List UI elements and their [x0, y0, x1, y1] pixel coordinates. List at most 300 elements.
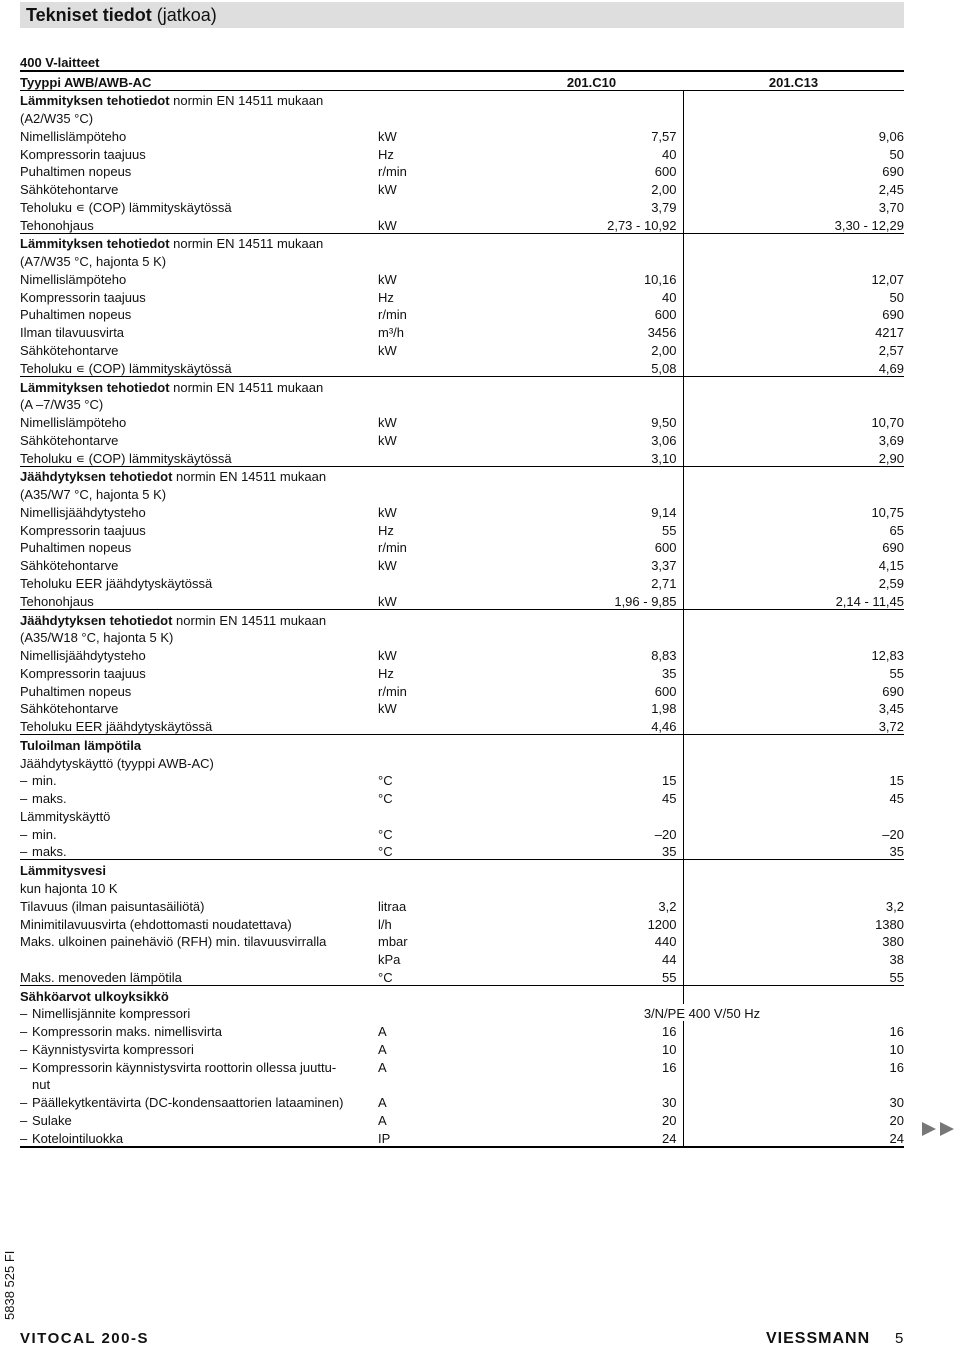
- table-row: [20, 1021, 904, 1039]
- dash-bullet: –: [20, 1006, 28, 1022]
- table-row: [20, 215, 904, 233]
- value-cell: [500, 985, 683, 1003]
- table-row: [20, 197, 904, 215]
- table-row: [20, 1092, 904, 1110]
- section-title: Sähköarvot ulkoyksikkö: [20, 985, 378, 1003]
- value-cell-c13: 2,59: [878, 575, 904, 591]
- value-cell-c13: 1380: [875, 916, 904, 932]
- value-cell-c10: 600: [500, 681, 683, 699]
- value-cell: [683, 395, 904, 413]
- section-title-row: [20, 233, 904, 251]
- unit-cell: A: [378, 1024, 387, 1040]
- row-label: [20, 1075, 378, 1093]
- value-cell-c13: 10: [889, 1041, 904, 1057]
- row-label: [20, 322, 378, 340]
- value-cell: [500, 90, 683, 108]
- unit-cell: [378, 878, 500, 896]
- unit-cell: °C: [378, 826, 393, 842]
- value-cell: [683, 628, 904, 646]
- value-cell-c10: 10,16: [500, 269, 683, 287]
- row-label-text: Nimellislämpöteho: [20, 415, 127, 431]
- value-cell: [500, 484, 683, 502]
- table-row: [20, 716, 904, 734]
- value-cell-c10: 3,10: [500, 448, 683, 466]
- unit-cell: A: [378, 1112, 387, 1128]
- row-label-text: Käynnistysvirta kompressori: [32, 1041, 194, 1057]
- row-label: [20, 287, 378, 305]
- table-row: [20, 538, 904, 556]
- row-label-text: Sulake: [32, 1112, 72, 1128]
- value-cell-c13: 38: [889, 952, 904, 968]
- unit-cell: [378, 573, 500, 591]
- value-cell-c10: 45: [500, 788, 683, 806]
- unit-cell: °C: [378, 791, 393, 807]
- unit-cell: kPa: [378, 952, 401, 968]
- row-label-text: Nimellisjännite kompressori: [32, 1006, 191, 1022]
- row-label-text: Sähkötehontarve: [20, 343, 119, 359]
- value-cell-c13: 3,69: [878, 432, 904, 448]
- section-title: Lämmityksen tehotiedot normin EN 14511 mukaan: [20, 90, 378, 108]
- unit-cell: kW: [378, 217, 397, 233]
- value-cell-c13: –20: [882, 826, 904, 842]
- value-cell: [500, 466, 683, 484]
- dash-bullet: –: [20, 1059, 28, 1075]
- row-label: [20, 1004, 378, 1022]
- value-cell-c13: 15: [889, 773, 904, 789]
- value-cell-c13: 30: [889, 1095, 904, 1111]
- unit-cell: [378, 806, 500, 824]
- value-cell: [683, 1075, 904, 1093]
- value-cell-c10: 2,00: [500, 179, 683, 197]
- value-cell-c13: 50: [889, 146, 904, 162]
- value-cell-c10: 44: [500, 949, 683, 967]
- row-label: [20, 932, 378, 950]
- col-header-c13: 201.C13: [683, 71, 904, 90]
- unit-cell: [378, 448, 500, 466]
- table-row: [20, 287, 904, 305]
- row-label-text: maks.: [32, 791, 67, 807]
- row-label: [20, 430, 378, 448]
- row-label-text: nut: [32, 1077, 51, 1093]
- row-label-text: Kompressorin maks. nimellisvirta: [32, 1024, 222, 1040]
- row-label-text: Teholuku ∊ (COP) lämmityskäytössä: [20, 450, 232, 466]
- section-title: Tuloilman lämpötila: [20, 735, 378, 753]
- row-label: [20, 699, 378, 717]
- unit-cell: kW: [378, 558, 397, 574]
- table-row: [20, 573, 904, 591]
- dash-bullet: –: [20, 1095, 28, 1111]
- table-row: [20, 681, 904, 699]
- dash-bullet: –: [20, 773, 28, 789]
- unit-cell: °C: [378, 969, 393, 985]
- row-label: [20, 591, 378, 609]
- section-title-row: [20, 466, 904, 484]
- row-label-text: Kompressorin taajuus: [20, 522, 146, 538]
- row-label-text: Sähkötehontarve: [20, 701, 119, 717]
- value-cell-c13: 10,75: [871, 504, 904, 520]
- dash-bullet: –: [20, 1041, 28, 1057]
- value-cell-c13: 690: [882, 164, 904, 180]
- doc-number: 5838 525 FI: [2, 1250, 17, 1320]
- row-label-text: Ilman tilavuusvirta: [20, 325, 125, 341]
- row-label: [20, 681, 378, 699]
- table-row: [20, 663, 904, 681]
- unit-cell: [378, 716, 500, 734]
- table-row: [20, 1004, 904, 1022]
- row-label: [20, 771, 378, 789]
- value-cell-c10: 10: [500, 1039, 683, 1057]
- row-label-text: Maks. menoveden lämpötila: [20, 969, 182, 985]
- table-row: [20, 824, 904, 842]
- value-cell: [683, 753, 904, 771]
- value-cell-c10: 40: [500, 287, 683, 305]
- unit-cell: [378, 753, 500, 771]
- section-condition-row: [20, 484, 904, 502]
- value-cell-c10: 16: [500, 1057, 683, 1075]
- value-cell: [500, 395, 683, 413]
- value-cell: [500, 609, 683, 627]
- row-label: [20, 179, 378, 197]
- row-label-text: Teholuku ∊ (COP) lämmityskäytössä: [20, 199, 232, 215]
- row-label: [20, 305, 378, 323]
- unit-cell: Hz: [378, 522, 394, 538]
- table-row: [20, 645, 904, 663]
- value-cell-c10: 8,83: [500, 645, 683, 663]
- unit-cell: [378, 197, 500, 215]
- value-cell-c13: 2,90: [878, 450, 904, 466]
- value-cell: [500, 628, 683, 646]
- value-cell-c13: 3,70: [878, 199, 904, 215]
- section-condition: (A7/W35 °C, hajonta 5 K): [20, 254, 167, 270]
- table-row: [20, 412, 904, 430]
- value-cell-c10: –20: [500, 824, 683, 842]
- value-cell-c13: 3,72: [878, 719, 904, 735]
- unit-cell: [378, 735, 500, 753]
- unit-cell: r/min: [378, 164, 407, 180]
- unit-cell: Hz: [378, 289, 394, 305]
- table-row: [20, 162, 904, 180]
- value-cell: [683, 90, 904, 108]
- row-label: [20, 716, 378, 734]
- table-row: [20, 1110, 904, 1128]
- value-cell: [683, 735, 904, 753]
- value-cell: [500, 108, 683, 126]
- value-cell-c10: 2,73 - 10,92: [500, 215, 683, 233]
- row-label-text: Minimitilavuusvirta (ehdottomasti noudatettava): [20, 916, 292, 932]
- value-cell-c10: 1,96 - 9,85: [500, 591, 683, 609]
- unit-cell: kW: [378, 343, 397, 359]
- section-title-row: [20, 985, 904, 1003]
- subheading: Jäähdytyskäyttö (tyyppi AWB-AC): [20, 755, 214, 771]
- row-label: [20, 645, 378, 663]
- value-cell: [500, 860, 683, 878]
- type-row: [20, 71, 904, 90]
- table-row: [20, 949, 904, 967]
- unit-cell: A: [378, 1059, 387, 1075]
- value-cell: [500, 233, 683, 251]
- value-cell-c13: 12,07: [871, 271, 904, 287]
- value-cell-c13: 380: [882, 934, 904, 950]
- value-cell-c10: 40: [500, 144, 683, 162]
- table-row: [20, 1075, 904, 1093]
- value-cell-c10: 24: [500, 1128, 683, 1147]
- value-cell-c10: 1200: [500, 914, 683, 932]
- row-label-text: Teholuku EER jäähdytyskäytössä: [20, 575, 213, 591]
- row-label: [20, 1092, 378, 1110]
- row-label: [20, 126, 378, 144]
- table-row: [20, 448, 904, 466]
- row-label-text: Nimellislämpöteho: [20, 128, 127, 144]
- value-cell-c10: 7,57: [500, 126, 683, 144]
- unit-cell: kW: [378, 648, 397, 664]
- subheading: Lämmityskäyttö: [20, 808, 111, 824]
- value-cell-c10: 55: [500, 520, 683, 538]
- unit-cell: kW: [378, 593, 397, 609]
- unit-cell: kW: [378, 128, 397, 144]
- dash-bullet: –: [20, 1024, 28, 1040]
- value-cell: [683, 860, 904, 878]
- unit-cell: kW: [378, 415, 397, 431]
- table-row: [20, 842, 904, 860]
- row-label-text: Kompressorin taajuus: [20, 146, 146, 162]
- value-cell-c10: 3,79: [500, 197, 683, 215]
- product-name: VITOCAL 200-S: [20, 1330, 149, 1347]
- row-label: [20, 1039, 378, 1057]
- value-cell-c13: 55: [889, 969, 904, 985]
- row-label-text: Tehonohjaus: [20, 593, 94, 609]
- table-row: [20, 967, 904, 985]
- value-cell-c10: 9,50: [500, 412, 683, 430]
- value-cell-c10: 440: [500, 932, 683, 950]
- value-cell-c10: 3,06: [500, 430, 683, 448]
- brand-logo: VIESSMANN: [766, 1330, 871, 1347]
- row-label: [20, 520, 378, 538]
- unit-cell: [378, 609, 500, 627]
- subheading: kun hajonta 10 K: [20, 880, 118, 896]
- section-condition: (A –7/W35 °C): [20, 397, 104, 413]
- row-label: [20, 340, 378, 358]
- row-label-text: Puhaltimen nopeus: [20, 683, 132, 699]
- row-label-text: Nimellisjäähdytysteho: [20, 648, 146, 664]
- row-label: [20, 967, 378, 985]
- value-cell-c10: 600: [500, 305, 683, 323]
- value-cell-c10: 600: [500, 162, 683, 180]
- value-cell-c13: 2,45: [878, 182, 904, 198]
- unit-cell: kW: [378, 701, 397, 717]
- table-row: [20, 914, 904, 932]
- unit-cell: kW: [378, 432, 397, 448]
- unit-cell: r/min: [378, 683, 407, 699]
- table-row: [20, 555, 904, 573]
- type-label: Tyyppi AWB/AWB-AC: [20, 71, 500, 90]
- row-label: [20, 573, 378, 591]
- value-cell: [500, 735, 683, 753]
- dash-bullet: –: [20, 791, 28, 807]
- value-cell: [683, 806, 904, 824]
- row-label-text: Sähkötehontarve: [20, 182, 119, 198]
- value-cell-c10: 3,2: [500, 896, 683, 914]
- value-cell-c13: 12,83: [871, 648, 904, 664]
- row-label-text: Puhaltimen nopeus: [20, 164, 132, 180]
- row-label: [20, 914, 378, 932]
- row-label-text: Kompressorin taajuus: [20, 289, 146, 305]
- row-label-text: maks.: [32, 844, 67, 860]
- row-label: [20, 412, 378, 430]
- section-title: Lämmitysvesi: [20, 860, 378, 878]
- section-condition-row: [20, 395, 904, 413]
- table-row: [20, 520, 904, 538]
- value-cell-c10: 2,00: [500, 340, 683, 358]
- subheading-row: [20, 753, 904, 771]
- row-label: [20, 1021, 378, 1039]
- section-title: Lämmityksen tehotiedot normin EN 14511 mukaan: [20, 233, 378, 251]
- section-header: [20, 2, 904, 28]
- value-cell: [500, 251, 683, 269]
- unit-cell: [378, 358, 500, 376]
- row-label-text: Tehonohjaus: [20, 217, 94, 233]
- row-label: [20, 949, 378, 967]
- row-label: [20, 788, 378, 806]
- unit-cell: r/min: [378, 540, 407, 556]
- dash-bullet: –: [20, 844, 28, 860]
- table-row: [20, 1057, 904, 1075]
- section-title-row: [20, 735, 904, 753]
- unit-cell: [378, 376, 500, 394]
- value-cell-c10: 35: [500, 842, 683, 860]
- row-label: [20, 144, 378, 162]
- value-cell: [683, 466, 904, 484]
- voltage-value: 3/N/PE 400 V/50 Hz: [643, 1006, 761, 1022]
- value-cell-c13: 2,57: [878, 343, 904, 359]
- dash-bullet: –: [20, 1112, 28, 1128]
- row-label: [20, 663, 378, 681]
- section-condition-row: [20, 628, 904, 646]
- unit-cell: m³/h: [378, 325, 404, 341]
- value-cell: [683, 609, 904, 627]
- table-row: [20, 1039, 904, 1057]
- value-cell: [683, 985, 904, 1003]
- unit-cell: °C: [378, 773, 393, 789]
- subheading-row: [20, 878, 904, 896]
- row-label-text: Kompressorin taajuus: [20, 665, 146, 681]
- section-condition-row: [20, 108, 904, 126]
- row-label: [20, 842, 378, 860]
- unit-cell: litraa: [378, 898, 407, 914]
- value-cell-c13: 2,14 - 11,45: [835, 593, 904, 609]
- row-label-text: Sähkötehontarve: [20, 432, 119, 448]
- unit-cell: [378, 628, 500, 646]
- row-label: [20, 1057, 378, 1075]
- unit-cell: [378, 395, 500, 413]
- row-label: [20, 197, 378, 215]
- row-label-text: Kompressorin käynnistysvirta roottorin ollessa juuttu-: [32, 1059, 337, 1075]
- row-label-text: Päällekytkentävirta (DC-kondensaattorien lataaminen): [32, 1095, 344, 1111]
- dash-bullet: –: [20, 1130, 28, 1146]
- unit-cell: Hz: [378, 665, 394, 681]
- value-cell-c13: 16: [889, 1024, 904, 1040]
- row-label-text: Kotelointiluokka: [32, 1130, 124, 1146]
- value-cell-c10: 55: [500, 967, 683, 985]
- unit-cell: [378, 985, 500, 1003]
- unit-cell: l/h: [378, 916, 392, 932]
- value-cell-c10: 20: [500, 1110, 683, 1128]
- section-title-row: [20, 860, 904, 878]
- group-title: 400 V-laitteet: [20, 54, 100, 70]
- value-cell-c10: 30: [500, 1092, 683, 1110]
- section-condition: (A35/W7 °C, hajonta 5 K): [20, 487, 167, 503]
- row-label: [20, 1128, 378, 1147]
- table-row: [20, 502, 904, 520]
- value-cell-c10: 16: [500, 1021, 683, 1039]
- row-label: [20, 538, 378, 556]
- table-row: [20, 179, 904, 197]
- value-cell-c10: 3456: [500, 322, 683, 340]
- table-row: [20, 932, 904, 950]
- value-cell: [500, 376, 683, 394]
- value-cell-c13: 9,06: [878, 128, 904, 144]
- row-label: [20, 1110, 378, 1128]
- table-row: [20, 430, 904, 448]
- row-label-text: Tilavuus (ilman paisuntasäiliötä): [20, 898, 205, 914]
- table-row: [20, 126, 904, 144]
- unit-cell: [378, 860, 500, 878]
- value-cell-c10: 4,46: [500, 716, 683, 734]
- section-condition-row: [20, 251, 904, 269]
- unit-cell: Hz: [378, 146, 394, 162]
- unit-cell: A: [378, 1041, 387, 1057]
- unit-cell: kW: [378, 182, 397, 198]
- value-cell: [500, 806, 683, 824]
- row-label: [20, 358, 378, 376]
- value-cell-c13: 20: [889, 1112, 904, 1128]
- value-cell-c10: 35: [500, 663, 683, 681]
- unit-cell: A: [378, 1095, 387, 1111]
- unit-cell: [378, 1004, 500, 1022]
- section-title-row: [20, 90, 904, 108]
- col-header-c10: 201.C10: [500, 71, 683, 90]
- subheading-row: [20, 806, 904, 824]
- table-row: [20, 771, 904, 789]
- value-cell-c13: 690: [882, 540, 904, 556]
- value-cell-c13: 24: [683, 1128, 904, 1147]
- value-cell-c13: 55: [889, 665, 904, 681]
- table-row: [20, 305, 904, 323]
- value-cell-c13: 16: [889, 1059, 904, 1075]
- section-condition: (A35/W18 °C, hajonta 5 K): [20, 630, 174, 646]
- row-label-text: min.: [32, 826, 57, 842]
- value-cell: [683, 251, 904, 269]
- value-cell-c10: 15: [500, 771, 683, 789]
- value-cell-c13: 35: [889, 844, 904, 860]
- dash-bullet: –: [20, 826, 28, 842]
- value-cell: [683, 484, 904, 502]
- value-cell: [683, 376, 904, 394]
- value-cell-c10: 9,14: [500, 502, 683, 520]
- value-cell: [683, 878, 904, 896]
- unit-cell: [378, 466, 500, 484]
- row-label: [20, 824, 378, 842]
- unit-cell: [378, 108, 500, 126]
- value-cell: [500, 1075, 683, 1093]
- section-condition: (A2/W35 °C): [20, 111, 94, 127]
- row-label-text: Maks. ulkoinen painehäviö (RFH) min. tilavuusvirralla: [20, 934, 327, 950]
- row-label: [20, 269, 378, 287]
- row-label: [20, 502, 378, 520]
- value-cell-c13: 65: [889, 522, 904, 538]
- value-cell: [683, 233, 904, 251]
- row-label-text: Nimellisjäähdytysteho: [20, 504, 146, 520]
- value-cell-c13: 50: [889, 289, 904, 305]
